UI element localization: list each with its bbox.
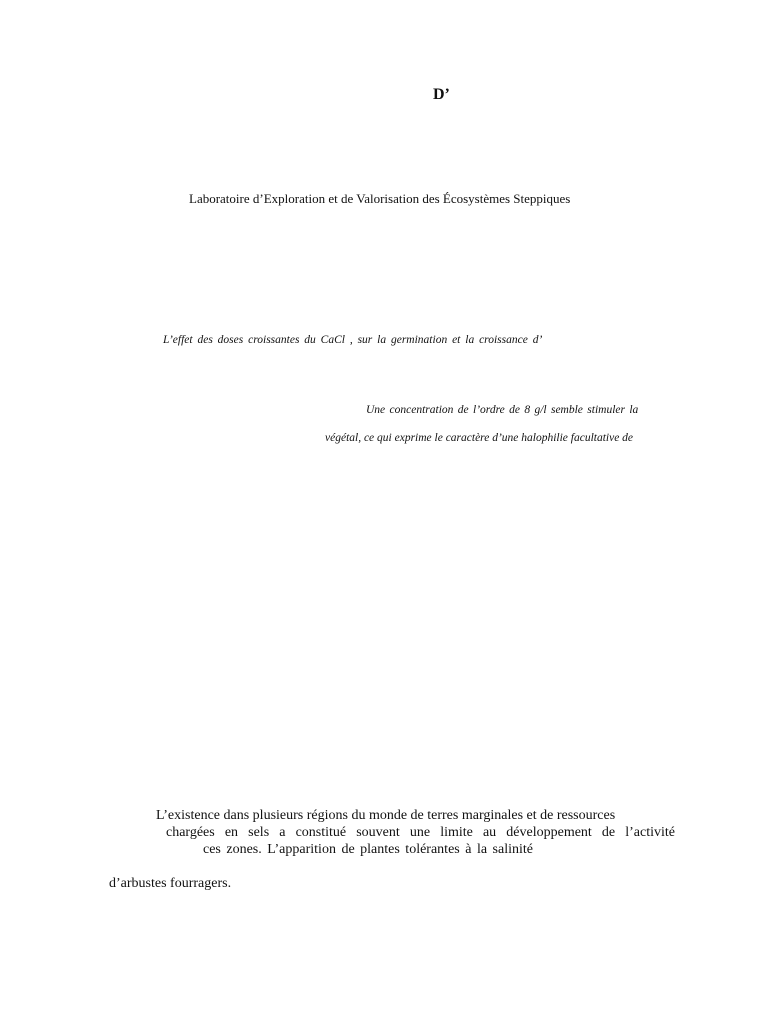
- intro-line-2: chargées en sels a constitué souvent une limite au développement de l’activité: [166, 825, 675, 840]
- abstract-line-2: Une concentration de l’ordre de 8 g/l semble stimuler la: [366, 404, 639, 416]
- laboratory-name: Laboratoire d’Exploration et de Valorisation des Écosystèmes Steppiques: [189, 191, 571, 206]
- intro-line-4: d’arbustes fourragers.: [109, 876, 232, 891]
- intro-line-1: L’existence dans plusieurs régions du monde de terres marginales et de ressources: [156, 808, 616, 823]
- abstract-line-1: L’effet des doses croissantes du CaCl , sur la germination et la croissance d’: [163, 334, 543, 346]
- document-title: D’: [433, 86, 450, 103]
- abstract-line-3: végétal, ce qui exprime le caractère d’une halophilie facultative de: [325, 432, 634, 444]
- intro-line-3: ces zones. L’apparition de plantes tolérantes à la salinité: [203, 842, 533, 857]
